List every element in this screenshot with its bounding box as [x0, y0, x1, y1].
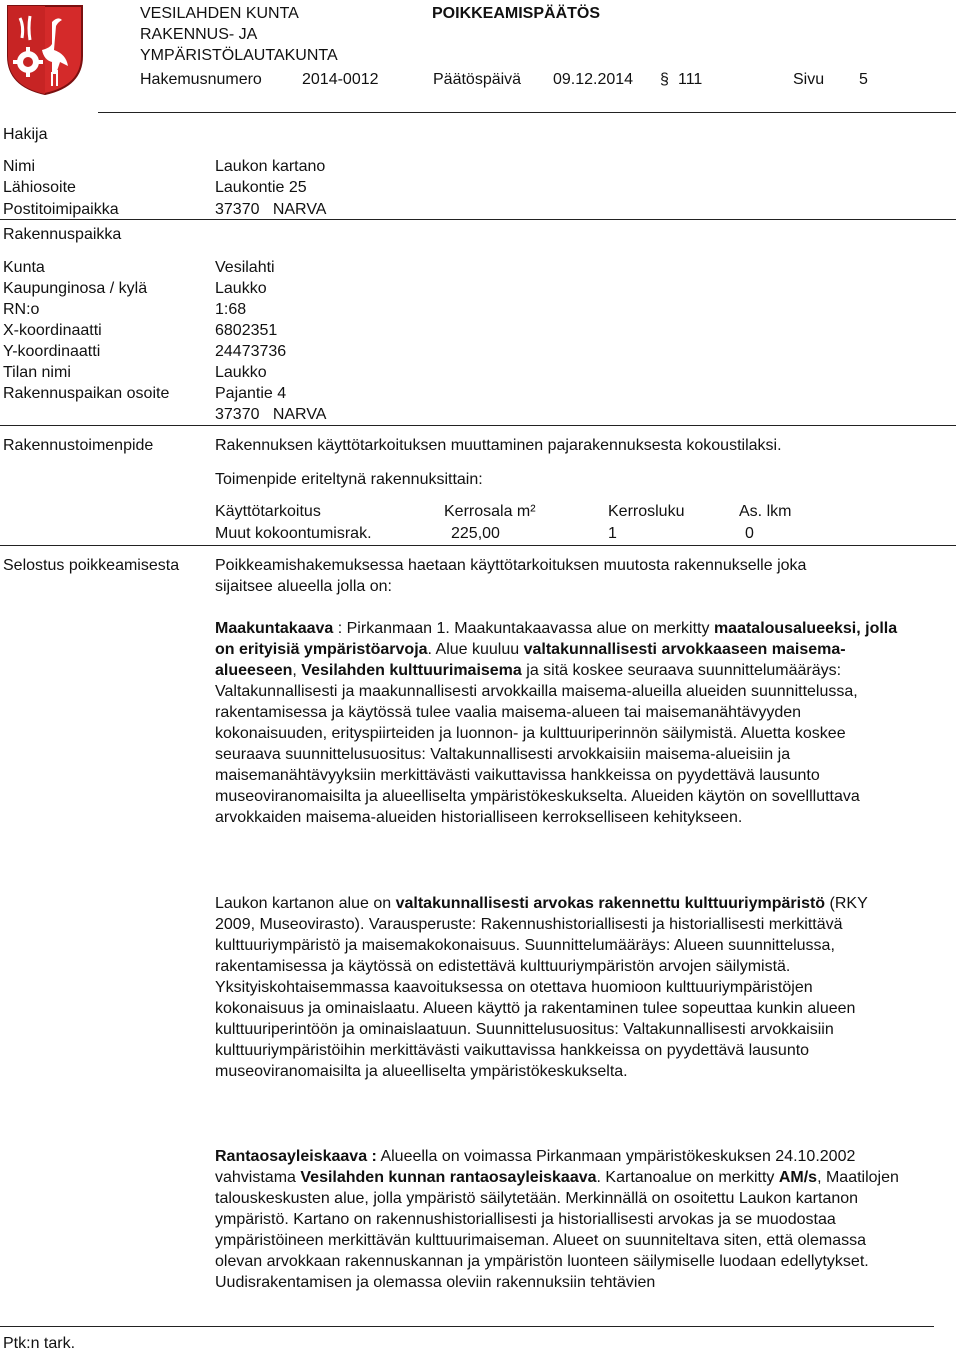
- osoite-postitoimipaikka-value: 37370 NARVA: [215, 406, 327, 423]
- toimenpide-text: Rakennuksen käyttötarkoituksen muuttaminen pajarakennuksesta kokoustilaksi.: [215, 437, 782, 454]
- osoite-value: Pajantie 4: [215, 385, 287, 402]
- y-koordinaatti-label: Y-koordinaatti: [3, 343, 101, 360]
- table-header-kayttotarkoitus: Käyttötarkoitus: [215, 503, 321, 520]
- header-divider: [98, 112, 956, 113]
- tilan-nimi-label: Tilan nimi: [3, 364, 71, 381]
- hakemusnumero-label: Hakemusnumero: [140, 71, 262, 88]
- maakuntakaava-paragraph: Maakuntakaava : Pirkanmaan 1. Maakuntakaavassa alue on merkitty maatalousalueeksi, jolla on erityisiä ympäristöarvoja. Alue kuuluu valtakunnallisesti arvokkaaseen maisema-alueeseen, Vesilahden kulttuurimaisema ja sitä koskee seuraava suunnittelumääräys: Valtakunnallisesti ja maakunnallisesti arvokkailla maisema-alueilla alueiden suunnittelussa, rakentamisessa ja käytössä tulee vaalia maisema-alueen tai maisemanähtävyyden kokonaisuuden, erityspiirteiden ja luonnon- ja kulttuuriperinnön säilymistä. Aluetta koskee seuraava suunnittelusuositus: Valtakunnallisesti arvokkaisiin maisema-alueisiin ja maisemanähtävyyksiin merkittävästi vaikuttavissa hankkeissa on pyydettävä lausunto museoviranomaisilta ja alueelliselta ympäristökeskukselta. Alueiden käytön on sovellluttava arvokkaiden maisema-alueiden historialliseen kerrokselliseen kehitykseen.: [215, 620, 898, 826]
- maakuntakaava-term: Maakuntakaava: [215, 620, 334, 637]
- paatospaiva-value: 09.12.2014: [553, 71, 634, 88]
- rantaosayleiskaava-paragraph: Rantaosayleiskaava : Alueella on voimassa Pirkanmaan ympäristökeskuksen 24.10.2002 vahvistama Vesilahden kunnan rantaosayleiskaava. Kartanoalue on merkitty AM/s, Maatilojen talouskeskusten alue, jolla ympäristö säilytetään. Merkinnällä on osoitettu Laukon kartanon ympäristö. Kartano on rakennushistoriallisesti ja historiallisesti arvokas ja se muodostaa ympäristöineen merkittävän kulttuurimaiseman. Alueet on suunniteltava siten, että olemassa olevan arvokkaan rakennuskannan ja ympäristön luonteen säilymiselle luodaan edellytykset. Uudisrakentamisen ja olemassa oleviin rakennuksiin tehtävien: [215, 1148, 899, 1291]
- toimenpide-divider: [0, 545, 956, 546]
- rky-paragraph: Laukon kartanon alue on valtakunnallisesti arvokas rakennettu kulttuuriympäristö (RKY 2009, Museovirasto). Varausperuste: Rakennushistoriallisesti ja historiallisesti merkittävä kulttuuriympäristö ja maisemakokonaisuus. Suunnittelumääräys: Alueen suunnittelussa, rakentamisessa ja käytössä on edistettävä kulttuuriympäristön arvojen säilymistä. Yksityiskohtaisemmassa kaavoituksessa on otettava huomioon kulttuuriympäristöjen kokonaisuus ja ominaislaatu. Alueen käyttö ja rakentaminen tulee sopeuttaa kunkin alueen kulttuuriperintöön ja ominaislaatuun. Suunnittelusuositus: Valtakunnallisesti arvokkaisiin kulttuuriympäristöihin merkittävästi vaikuttavissa hankkeissa on pyydettävä lausunto museoviranomaisilta ja alueelliselta ympäristökeskukselta.: [215, 895, 868, 1080]
- selostus-label: Selostus poikkeamisesta: [3, 557, 180, 574]
- toimenpide-label: Rakennustoimenpide: [3, 437, 154, 454]
- hakija-postitoimipaikka-value: 37370 NARVA: [215, 201, 327, 218]
- paatospaiva-label: Päätöspäivä: [433, 71, 522, 88]
- kyla-value: Laukko: [215, 280, 267, 297]
- table-cell-kerrosala: 225,00: [451, 525, 500, 542]
- hakija-divider: [0, 219, 956, 220]
- sivu-label: Sivu: [793, 71, 825, 88]
- rno-value: 1:68: [215, 301, 247, 318]
- rakennuspaikka-heading: Rakennuspaikka: [3, 226, 122, 243]
- rno-label: RN:o: [3, 301, 40, 318]
- org-name-line1: VESILAHDEN KUNTA: [140, 5, 299, 22]
- table-header-kerrosala: Kerrosala m²: [444, 503, 536, 520]
- kunta-value: Vesilahti: [215, 259, 275, 276]
- kunta-label: Kunta: [3, 259, 45, 276]
- hakija-heading: Hakija: [3, 126, 48, 143]
- hakemusnumero-value: 2014-0012: [302, 71, 379, 88]
- kyla-label: Kaupunginosa / kylä: [3, 280, 148, 297]
- osoite-label: Rakennuspaikan osoite: [3, 385, 170, 402]
- footer-divider: [0, 1326, 934, 1327]
- sivu-value: 5: [859, 71, 868, 88]
- table-header-as-lkm: As. lkm: [739, 503, 792, 520]
- hakija-lahiosoite-label: Lähiosoite: [3, 179, 76, 196]
- selostus-intro-line1: Poikkeamishakemuksessa haetaan käyttötarkoituksen muutosta rakennukselle joka: [215, 557, 807, 574]
- hakija-nimi-label: Nimi: [3, 158, 35, 175]
- table-cell-as-lkm: 0: [745, 525, 754, 542]
- x-koordinaatti-value: 6802351: [215, 322, 278, 339]
- section-symbol: §: [660, 71, 669, 88]
- table-header-kerrosluku: Kerrosluku: [608, 503, 685, 520]
- hakija-postitoimipaikka-label: Postitoimipaikka: [3, 201, 119, 218]
- table-cell-kerrosluku: 1: [608, 525, 617, 542]
- x-koordinaatti-label: X-koordinaatti: [3, 322, 102, 339]
- org-name-line3: YMPÄRISTÖLAUTAKUNTA: [140, 47, 338, 64]
- y-koordinaatti-value: 24473736: [215, 343, 287, 360]
- toimenpide-subheading: Toimenpide eriteltynä rakennuksittain:: [215, 471, 483, 488]
- coat-of-arms-logo: [6, 4, 84, 96]
- rantaosayleiskaava-term: Rantaosayleiskaava :: [215, 1148, 377, 1165]
- org-name-line2: RAKENNUS- JA: [140, 26, 258, 43]
- hakija-lahiosoite-value: Laukontie 25: [215, 179, 307, 196]
- hakija-nimi-value: Laukon kartano: [215, 158, 326, 175]
- rakennuspaikka-divider: [0, 425, 956, 426]
- document-type: POIKKEAMISPÄÄTÖS: [432, 5, 601, 22]
- footer-ptk-tark: Ptk:n tark.: [3, 1335, 76, 1351]
- section-number: 111: [678, 71, 703, 88]
- tilan-nimi-value: Laukko: [215, 364, 267, 381]
- selostus-intro-line2: sijaitsee alueella jolla on:: [215, 578, 392, 595]
- table-cell-kayttotarkoitus: Muut kokoontumisrak.: [215, 525, 372, 542]
